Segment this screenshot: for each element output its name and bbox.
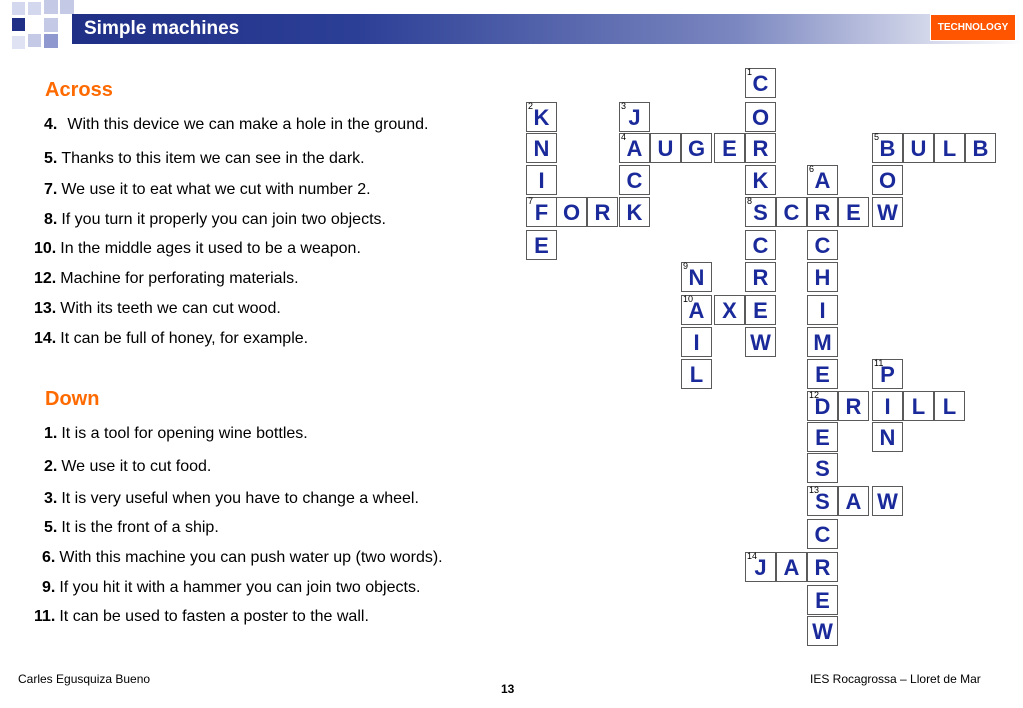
crossword-cell[interactable] — [745, 262, 776, 292]
cell-letter: C — [814, 233, 831, 258]
cell-letter: E — [815, 588, 830, 613]
cell-letter: C — [752, 71, 769, 96]
cell-letter: R — [814, 555, 831, 580]
clue-number: 14. — [34, 330, 57, 347]
clue-number-label: 10 — [683, 294, 694, 304]
clue-number-label: 2 — [528, 101, 534, 111]
crossword-cell[interactable] — [556, 197, 587, 227]
crossword-cell[interactable] — [807, 327, 838, 357]
crossword-cell[interactable] — [526, 133, 557, 163]
crossword-cell[interactable] — [838, 391, 869, 421]
clue-number: 4. — [44, 116, 58, 133]
crossword-cell[interactable] — [681, 359, 712, 389]
clue-text: We use it to eat what we cut with number 2. — [61, 181, 371, 198]
clue-text: It can be used to fasten a poster to the wall. — [59, 608, 369, 625]
crossword-cell[interactable] — [872, 391, 903, 421]
clue-number-label: 3 — [621, 101, 627, 111]
crossword-cell[interactable] — [745, 68, 776, 98]
cell-letter: E — [722, 136, 737, 161]
clue-number-label: 13 — [809, 485, 820, 495]
cell-letter: F — [534, 200, 549, 225]
cell-letter: K — [533, 105, 550, 130]
clue-text: It is very useful when you have to change a wheel. — [61, 490, 419, 507]
cell-letter: O — [562, 200, 581, 225]
crossword-cell[interactable] — [745, 230, 776, 260]
cell-letter: R — [845, 394, 862, 419]
crossword-cell[interactable] — [587, 197, 618, 227]
crossword-cell[interactable] — [934, 133, 965, 163]
crossword-cell[interactable] — [681, 295, 712, 325]
cell-letter: I — [819, 298, 826, 323]
cell-letter: H — [814, 265, 831, 290]
down-clue — [44, 518, 219, 538]
clue-text: It is the front of a ship. — [61, 519, 219, 536]
cell-letter: X — [722, 298, 737, 323]
cell-letter: W — [877, 200, 898, 225]
clue-number-label: 8 — [747, 196, 753, 206]
crossword-cell[interactable] — [681, 327, 712, 357]
cell-letter: E — [846, 200, 861, 225]
cell-letter: O — [751, 105, 770, 130]
across-heading: Across — [45, 79, 113, 101]
crossword-cell[interactable] — [745, 133, 776, 163]
clue-number: 1. — [44, 425, 58, 442]
crossword-cell[interactable] — [619, 102, 650, 132]
crossword-cell[interactable] — [807, 453, 838, 483]
crossword-cell[interactable] — [872, 197, 903, 227]
across-clue — [44, 115, 428, 135]
crossword-cell[interactable] — [872, 165, 903, 195]
cell-letter: N — [879, 425, 896, 450]
footer-school: IES Rocagrossa – Lloret de Mar — [810, 672, 981, 686]
cell-letter: O — [878, 168, 897, 193]
cell-letter: L — [942, 394, 957, 419]
clue-number: 7. — [44, 181, 58, 198]
crossword-cell[interactable] — [526, 102, 557, 132]
crossword-cell[interactable] — [807, 519, 838, 549]
cell-letter: C — [626, 168, 643, 193]
cell-letter: B — [972, 136, 989, 161]
clue-number-label: 5 — [874, 132, 880, 142]
cell-letter: L — [689, 362, 704, 387]
technology-badge: TECHNOLOGY — [930, 14, 1016, 41]
crossword-cell[interactable] — [807, 262, 838, 292]
crossword-cell[interactable] — [807, 422, 838, 452]
down-clue — [42, 548, 443, 568]
cell-letter: R — [752, 265, 769, 290]
crossword-cell[interactable] — [619, 165, 650, 195]
crossword-cell[interactable] — [807, 165, 838, 195]
crossword-cell[interactable] — [714, 295, 745, 325]
crossword-cell[interactable] — [650, 133, 681, 163]
clue-text: With this machine you can push water up (two words). — [59, 549, 443, 566]
cell-letter: C — [814, 522, 831, 547]
down-clue — [42, 578, 420, 598]
crossword-cell[interactable] — [526, 165, 557, 195]
cell-letter: L — [942, 136, 957, 161]
down-clue — [34, 607, 369, 627]
clue-number-label: 11 — [874, 358, 884, 368]
clue-number-label: 14 — [747, 551, 758, 561]
crossword-cell[interactable] — [807, 391, 838, 421]
crossword-cell[interactable] — [807, 616, 838, 646]
crossword-cell[interactable] — [681, 133, 712, 163]
crossword-cell[interactable] — [872, 422, 903, 452]
crossword-cell[interactable] — [903, 133, 934, 163]
cell-letter: W — [812, 619, 833, 644]
cell-letter: M — [813, 330, 832, 355]
cell-letter: U — [910, 136, 927, 161]
cell-letter: E — [815, 425, 830, 450]
cell-letter: G — [687, 136, 706, 161]
cell-letter: N — [688, 265, 705, 290]
crossword-cell[interactable] — [619, 197, 650, 227]
across-clue — [44, 149, 365, 169]
cell-letter: S — [815, 489, 830, 514]
down-clue — [44, 457, 211, 477]
cell-letter: A — [783, 555, 800, 580]
crossword-cell[interactable] — [776, 552, 807, 582]
crossword-cell[interactable] — [807, 230, 838, 260]
cell-letter: S — [753, 200, 768, 225]
cell-letter: I — [693, 330, 700, 355]
crossword-cell[interactable] — [838, 197, 869, 227]
clue-number: 11. — [34, 608, 56, 625]
clue-text: If you hit it with a hammer you can join two objects. — [59, 579, 421, 596]
cell-letter: L — [911, 394, 926, 419]
cell-letter: W — [877, 489, 898, 514]
clue-number-label: 12 — [809, 390, 820, 400]
cell-letter: S — [815, 456, 830, 481]
crossword-cell[interactable] — [807, 552, 838, 582]
crossword-cell[interactable] — [903, 391, 934, 421]
crossword-cell[interactable] — [714, 133, 745, 163]
clue-number-label: 7 — [528, 196, 534, 206]
cell-letter: K — [752, 168, 769, 193]
cell-letter: W — [750, 330, 771, 355]
crossword-cell[interactable] — [681, 262, 712, 292]
clue-text: We use it to cut food. — [61, 458, 212, 475]
cell-letter: R — [814, 200, 831, 225]
clue-number: 10. — [34, 240, 57, 257]
down-clue — [44, 489, 419, 509]
clue-number: 5. — [44, 519, 58, 536]
page-number: 13 — [501, 682, 515, 696]
down-heading: Down — [45, 388, 100, 410]
crossword-cell[interactable] — [807, 486, 838, 516]
crossword-cell[interactable] — [807, 295, 838, 325]
across-clue — [34, 299, 281, 319]
crossword-cell[interactable] — [619, 133, 650, 163]
crossword-cell[interactable] — [872, 359, 903, 389]
cell-letter: R — [752, 136, 769, 161]
across-clue — [44, 210, 386, 230]
clue-number: 5. — [44, 150, 58, 167]
cell-letter: E — [753, 298, 768, 323]
crossword-cell[interactable] — [526, 197, 557, 227]
crossword-cell[interactable] — [965, 133, 996, 163]
crossword-cell[interactable] — [872, 133, 903, 163]
clue-number: 13. — [34, 300, 57, 317]
cell-letter: D — [814, 394, 831, 419]
crossword-cell[interactable] — [745, 197, 776, 227]
clue-number: 6. — [42, 549, 56, 566]
crossword-cell[interactable] — [745, 327, 776, 357]
clue-text: It is a tool for opening wine bottles. — [61, 425, 308, 442]
cell-letter: A — [814, 168, 831, 193]
clue-number: 8. — [44, 211, 58, 228]
clue-text: Machine for perforating materials. — [60, 270, 299, 287]
across-clue — [34, 269, 299, 289]
crossword-cell[interactable] — [745, 102, 776, 132]
cell-letter: A — [626, 136, 643, 161]
cell-letter: J — [628, 105, 641, 130]
crossword-cell[interactable] — [776, 197, 807, 227]
cell-letter: N — [533, 136, 550, 161]
cell-letter: E — [815, 362, 830, 387]
cell-letter: A — [845, 489, 862, 514]
across-clue — [34, 239, 361, 259]
clue-number-label: 6 — [809, 164, 815, 174]
cell-letter: U — [657, 136, 674, 161]
cell-letter: I — [884, 394, 891, 419]
clue-number-label: 9 — [683, 261, 689, 271]
footer-author: Carles Egusquiza Bueno — [18, 672, 151, 686]
crossword-cell[interactable] — [745, 165, 776, 195]
across-clue — [44, 180, 371, 200]
crossword-cell[interactable] — [807, 585, 838, 615]
clue-number: 12. — [34, 270, 57, 287]
crossword-cell[interactable] — [807, 359, 838, 389]
clue-number: 2. — [44, 458, 58, 475]
down-clue — [44, 424, 308, 444]
clue-text: With its teeth we can cut wood. — [60, 300, 281, 317]
cell-letter: K — [626, 200, 643, 225]
clue-number: 3. — [44, 490, 58, 507]
cell-letter: C — [752, 233, 769, 258]
crossword-cell[interactable] — [807, 197, 838, 227]
crossword-cell[interactable] — [745, 552, 776, 582]
across-clue — [34, 329, 308, 349]
clue-text: It can be full of honey, for example. — [60, 330, 309, 347]
clue-text: If you turn it properly you can join two objects. — [61, 211, 386, 228]
clue-number: 9. — [42, 579, 56, 596]
crossword-cell[interactable] — [872, 486, 903, 516]
cell-letter: R — [594, 200, 611, 225]
cell-letter: B — [879, 136, 896, 161]
crossword-cell[interactable] — [526, 230, 557, 260]
clue-number-label: 4 — [621, 132, 627, 142]
clue-text: In the middle ages it used to be a weapon. — [60, 240, 361, 257]
clue-text: With this device we can make a hole in the ground. — [67, 116, 429, 133]
crossword-cell[interactable] — [745, 295, 776, 325]
cell-letter: E — [534, 233, 549, 258]
cell-letter: I — [538, 168, 545, 193]
clue-text: Thanks to this item we can see in the dark. — [61, 150, 365, 167]
cell-letter: J — [754, 555, 767, 580]
slide-title: Simple machines — [84, 18, 240, 39]
cell-letter: P — [880, 362, 895, 387]
clue-number-label: 1 — [747, 67, 753, 77]
crossword-cell[interactable] — [934, 391, 965, 421]
crossword-cell[interactable] — [838, 486, 869, 516]
cell-letter: C — [783, 200, 800, 225]
cell-letter: A — [688, 298, 705, 323]
